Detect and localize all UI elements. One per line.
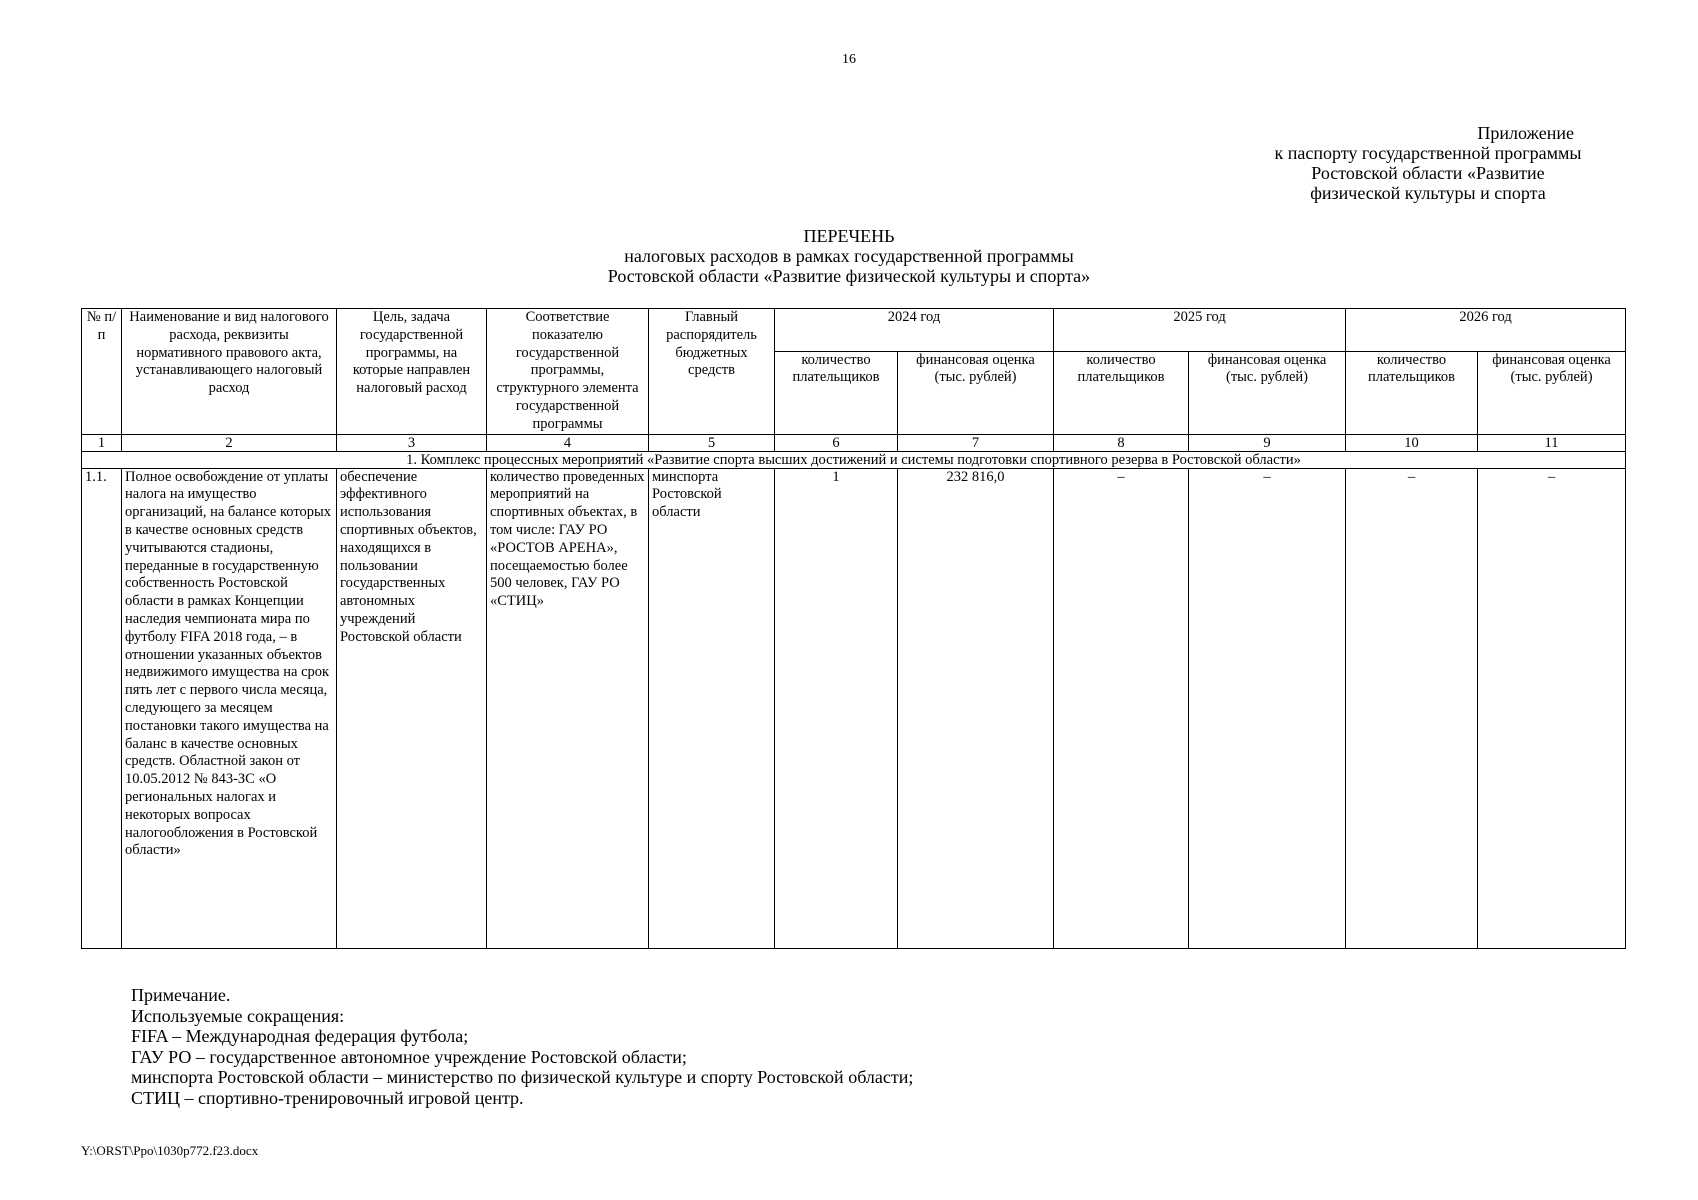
column-number: 1 — [82, 434, 122, 451]
row-indicator: количество проведенных мероприятий на спортивных объектах, в том числе: ГАУ РО «РОСТОВ АРЕНА», посещаемостью более 500 человек, ГАУ РО «СТИЦ» — [487, 468, 649, 948]
column-number: 9 — [1189, 434, 1346, 451]
appendix-line-4: физической культуры и спорта — [1310, 183, 1546, 203]
header-manager: Главный распорядитель бюджетных средств — [649, 309, 775, 435]
title-line-1: ПЕРЕЧЕНЬ — [803, 226, 895, 246]
table-row — [82, 468, 1626, 948]
notes-subtitle: Используемые сокращения: — [131, 1005, 345, 1026]
header-num: № п/п — [82, 309, 122, 435]
header-payers-2026: количество плательщиков — [1346, 351, 1478, 434]
note-item: СТИЦ – спортивно-тренировочный игровой центр. — [131, 1087, 524, 1108]
note-item: минспорта Ростовской области – министерство по физической культуре и спорту Ростовской области; — [131, 1067, 914, 1087]
notes-block — [131, 985, 913, 1108]
title-line-2: налоговых расходов в рамках государственной программы — [624, 246, 1074, 266]
page-number: 16 — [842, 52, 856, 67]
row-name: Полное освобождение от уплаты налога на имущество организаций, на балансе которых в качестве основных средств учитываются стадионы, переданные в государственную собственность Ростовской области в рамках Концепции наследия чемпионата мира по футболу FIFA 2018 года, – в отношении указанных объектов недвижимого имущества на срок пять лет с первого числа месяца, следующего за месяцем постановки такого имущества на баланс в качестве основных средств. Областной закон от 10.05.2012 № 843-ЗС «О региональных налогах и некоторых вопросах налогообложения в Ростовской области» — [122, 468, 337, 948]
row-payers-2025: – — [1054, 468, 1189, 948]
tax-expenditures-table — [81, 308, 1626, 949]
appendix-line-3: Ростовской области «Развитие — [1311, 163, 1545, 183]
title-line-3: Ростовской области «Развитие физической культуры и спорта» — [607, 266, 1091, 286]
header-indicator: Соответствие показателю государственной программы, структурного элемента государственной программы — [487, 309, 649, 435]
header-goal: Цель, задача государственной программы, на которые направлен налоговый расход — [337, 309, 487, 435]
row-estimate-2026: – — [1478, 468, 1626, 948]
document-title — [0, 226, 1698, 286]
note-item: FIFA – Международная федерация футбола; — [131, 1026, 469, 1046]
header-name: Наименование и вид налогового расхода, реквизиты нормативного правового акта, устанавливающего налоговый расход — [122, 309, 337, 435]
column-number: 10 — [1346, 434, 1478, 451]
header-payers-2024: количество плательщиков — [775, 351, 898, 434]
section-row — [82, 451, 1626, 468]
header-estimate-2026: финансовая оценка (тыс. рублей) — [1478, 351, 1626, 434]
column-number: 7 — [898, 434, 1054, 451]
header-estimate-2024: финансовая оценка (тыс. рублей) — [898, 351, 1054, 434]
header-year-2026: 2026 год — [1346, 309, 1626, 352]
column-number: 6 — [775, 434, 898, 451]
column-number: 3 — [337, 434, 487, 451]
column-number: 2 — [122, 434, 337, 451]
row-payers-2024: 1 — [775, 468, 898, 948]
column-number: 11 — [1478, 434, 1626, 451]
column-number: 8 — [1054, 434, 1189, 451]
header-row-1 — [82, 309, 1626, 352]
row-payers-2026: – — [1346, 468, 1478, 948]
row-estimate-2025: – — [1189, 468, 1346, 948]
header-payers-2025: количество плательщиков — [1054, 351, 1189, 434]
column-number: 5 — [649, 434, 775, 451]
appendix-block — [1218, 123, 1638, 203]
row-manager: минспорта Ростовской области — [649, 468, 775, 948]
row-goal: обеспечение эффективного использования спортивных объектов, находящихся в пользовании государственных автономных учреждений Ростовской области — [337, 468, 487, 948]
notes-title: Примечание. — [131, 985, 231, 1005]
appendix-line-2: к паспорту государственной программы — [1274, 143, 1582, 163]
header-estimate-2025: финансовая оценка (тыс. рублей) — [1189, 351, 1346, 434]
row-num: 1.1. — [82, 468, 122, 948]
header-year-2025: 2025 год — [1054, 309, 1346, 352]
row-estimate-2024: 232 816,0 — [898, 468, 1054, 948]
file-path-footer: Y:\ORST\Ppo\1030p772.f23.docx — [81, 1143, 259, 1158]
header-year-2024: 2024 год — [775, 309, 1054, 352]
section-title: 1. Комплекс процессных мероприятий «Развитие спорта высших достижений и системы подготовки спортивного резерва в Ростовской области» — [82, 451, 1626, 468]
column-number: 4 — [487, 434, 649, 451]
column-numbers-row — [82, 434, 1626, 451]
appendix-line-1: Приложение — [1477, 123, 1574, 143]
note-item: ГАУ РО – государственное автономное учреждение Ростовской области; — [131, 1046, 687, 1067]
